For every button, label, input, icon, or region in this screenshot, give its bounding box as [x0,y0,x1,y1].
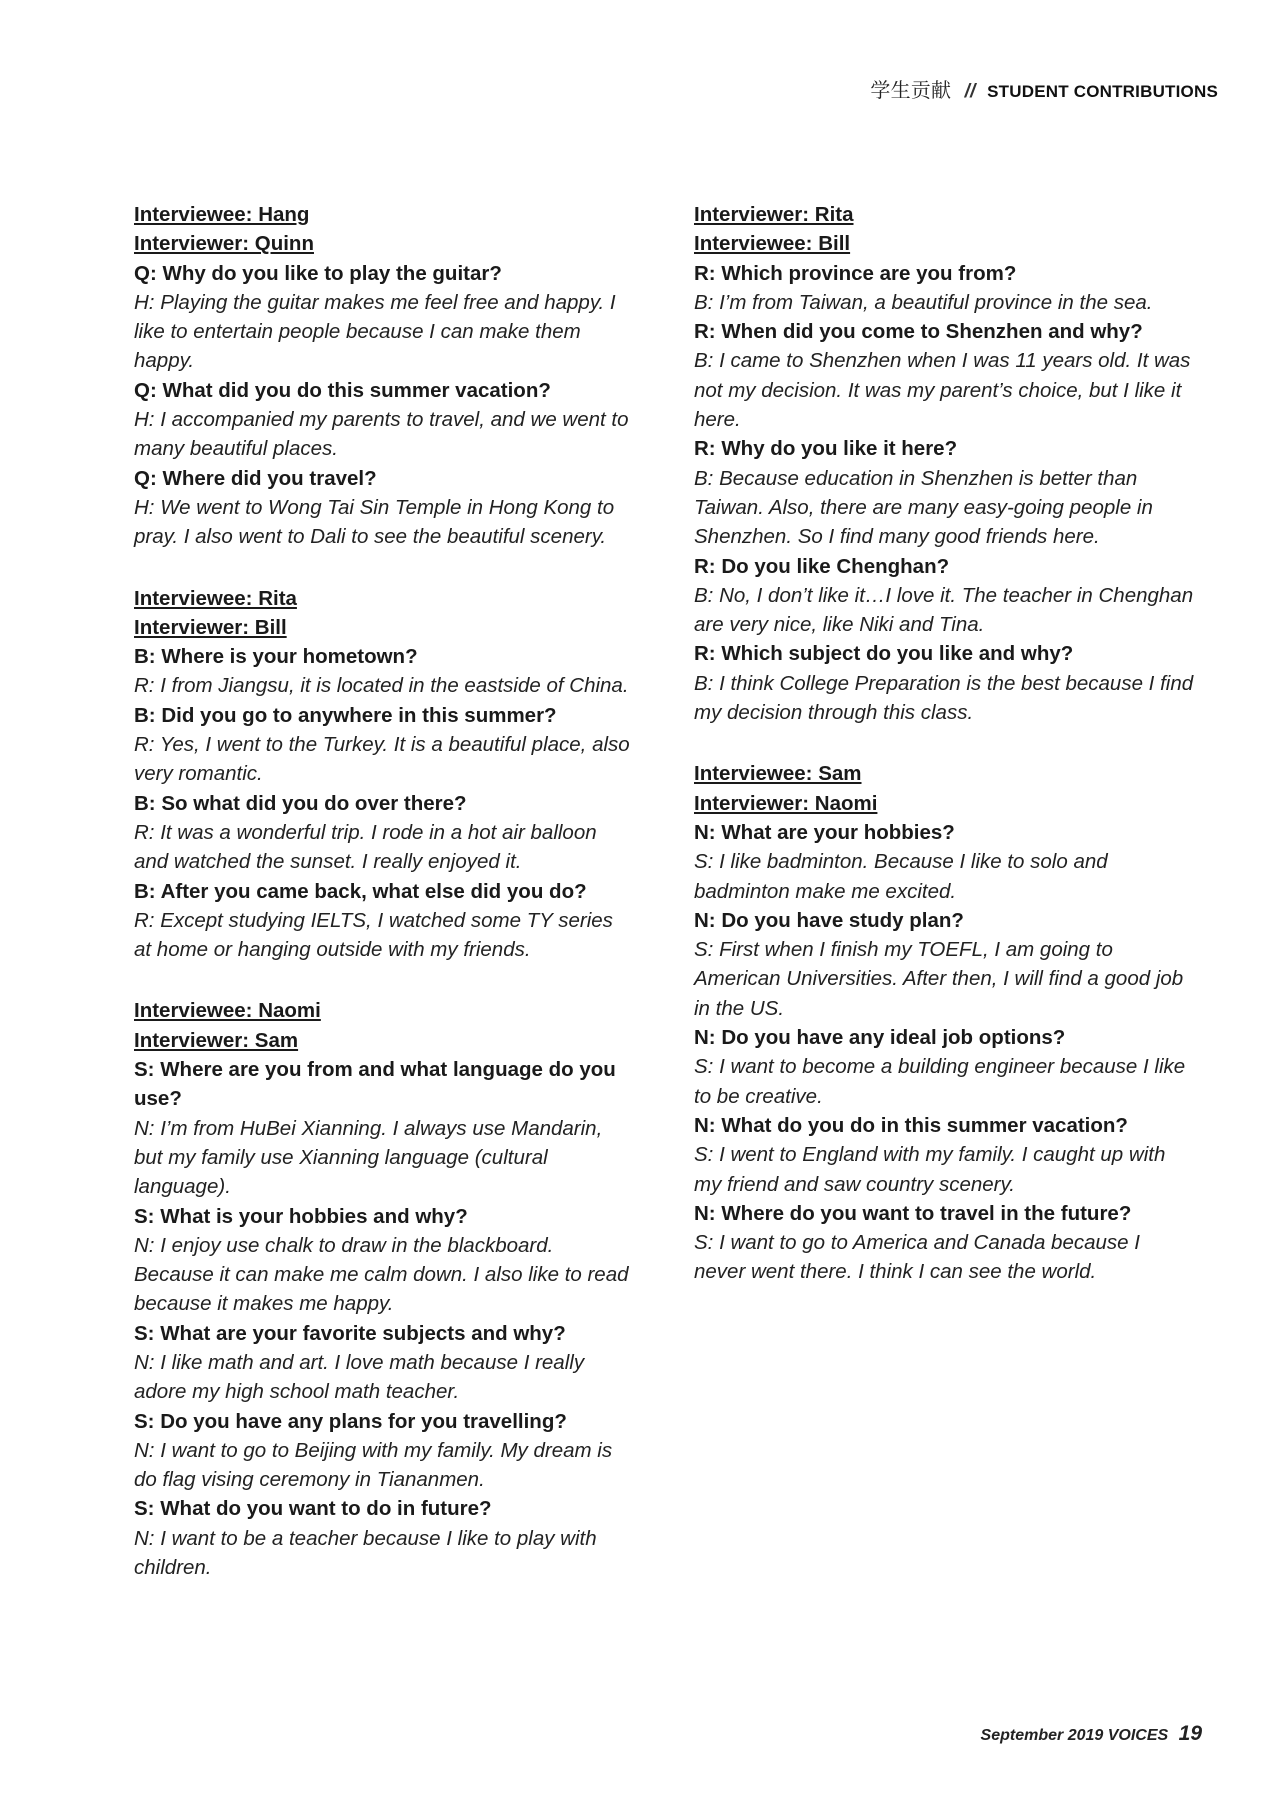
interview-heading-primary: Interviewee: Naomi [134,999,321,1023]
header-section-title: STUDENT CONTRIBUTIONS [987,82,1218,101]
interview-answer: R: It was a wonderful trip. I rode in a hot air balloon and watched the sunset. I really enjoyed it. [134,820,597,874]
interview-answer: N: I want to be a teacher because I like to play with children. [134,1526,597,1580]
left-column [134,200,634,1614]
interview-heading-secondary: Interviewer: Naomi [694,791,878,815]
interview-heading-primary: Interviewee: Sam [694,762,862,786]
interview-answer: N: I like math and art. I love math because I really adore my high school math teacher. [134,1350,585,1404]
interview-answer: S: I want to become a building engineer because I like to be creative. [694,1055,1186,1108]
interview-answer: B: No, I don’t like it…I love it. The teacher in Chenghan are very nice, like Niki and Tina. [694,583,1194,637]
interview-answer: S: First when I finish my TOEFL, I am going to American Universities. After then, I will find a good job in the US. [694,938,1184,1020]
interview-block [134,996,634,1582]
page-footer [981,1722,1202,1746]
header-chinese: 学生贡献 [870,78,952,102]
interview-heading-secondary: Interviewer: Sam [134,1028,299,1052]
interview-question: N: Do you have study plan? [694,908,964,932]
interview-question: N: What are your hobbies? [694,820,955,844]
interview-question: N: Do you have any ideal job options? [694,1026,1066,1050]
interview-answer: B: I’m from Taiwan, a beautiful province in the sea. [694,290,1153,314]
interview-question: Q: Where did you travel? [134,466,377,490]
interview-question: R: Which province are you from? [694,261,1017,285]
interview-answer: N: I want to go to Beijing with my family. My dream is do flag vising ceremony in Tiananmen. [134,1438,613,1492]
interview-question: B: So what did you do over there? [134,791,467,815]
interview-question: R: Which subject do you like and why? [694,642,1074,666]
interview-answer: N: I enjoy use chalk to draw in the blackboard. Because it can make me calm down. I also like to read because it makes me happy. [134,1233,629,1316]
page-number: 19 [1178,1722,1202,1745]
interview-question: S: What are your favorite subjects and why? [134,1321,566,1345]
interview-answer: N: I’m from HuBei Xianning. I always use Mandarin, but my family use Xianning language (cultural language). [134,1116,603,1199]
interview-answer: H: Playing the guitar makes me feel free and happy. I like to entertain people because I can make them happy. [134,290,616,373]
interview-question: S: What do you want to do in future? [134,1497,492,1521]
interview-question: S: Where are you from and what language do you use? [134,1058,616,1111]
interview-question: N: What do you do in this summer vacation? [694,1113,1128,1137]
interview-heading-secondary: Interviewer: Bill [134,615,287,639]
interview-question: B: After you came back, what else did you do? [134,879,587,903]
interview-question: B: Where is your hometown? [134,645,418,669]
interview-answer: B: I came to Shenzhen when I was 11 years old. It was not my decision. It was my parent’s choice, but I like it here. [694,349,1191,432]
interview-question: B: Did you go to anywhere in this summer? [134,703,557,727]
interview-answer: S: I want to go to America and Canada because I never went there. I think I can see the world. [694,1231,1140,1284]
interview-answer: R: I from Jiangsu, it is located in the eastside of China. [134,674,629,698]
interview-answer: S: I went to England with my family. I caught up with my friend and saw country scenery. [694,1143,1166,1196]
interview-question: R: When did you come to Shenzhen and why? [694,320,1143,344]
footer-issue-label: September 2019 VOICES [980,1727,1169,1744]
interview-answer: B: Because education in Shenzhen is better than Taiwan. Also, there are many easy-going people in Shenzhen. So I find many good friends here. [694,466,1153,549]
interview-question: N: Where do you want to travel in the future? [694,1201,1132,1225]
interview-answer: R: Yes, I went to the Turkey. It is a beautiful place, also very romantic. [134,733,630,786]
interview-answer: H: We went to Wong Tai Sin Temple in Hong Kong to pray. I also went to Dali to see the beautiful scenery. [134,495,615,549]
interview-heading-primary: Interviewee: Hang [134,203,310,226]
interview-question: R: Do you like Chenghan? [694,554,950,578]
interview-heading-primary: Interviewer: Rita [694,203,854,226]
right-column [694,200,1194,1319]
interview-block [134,200,634,552]
interview-heading-secondary: Interviewee: Bill [694,232,851,256]
interview-answer: H: I accompanied my parents to travel, and we went to many beautiful places. [134,408,629,461]
interview-question: S: What is your hobbies and why? [134,1204,468,1228]
interview-question: Q: Why do you like to play the guitar? [134,261,502,285]
interview-question: R: Why do you like it here? [694,437,958,461]
interview-heading-secondary: Interviewer: Quinn [134,232,314,256]
interview-answer: R: Except studying IELTS, I watched some TY series at home or hanging outside with my friends. [134,908,613,962]
interview-block [694,200,1194,727]
header-separator: // [964,81,976,102]
interview-answer: B: I think College Preparation is the best because I find my decision through this class. [694,671,1194,725]
page-header [870,74,1218,103]
interview-question: S: Do you have any plans for you travelling? [134,1409,567,1433]
interview-answer: S: I like badminton. Because I like to solo and badminton make me excited. [694,850,1108,903]
interview-block [134,584,634,965]
interview-block [694,759,1194,1286]
interview-heading-primary: Interviewee: Rita [134,586,297,610]
interview-question: Q: What did you do this summer vacation? [134,378,551,402]
